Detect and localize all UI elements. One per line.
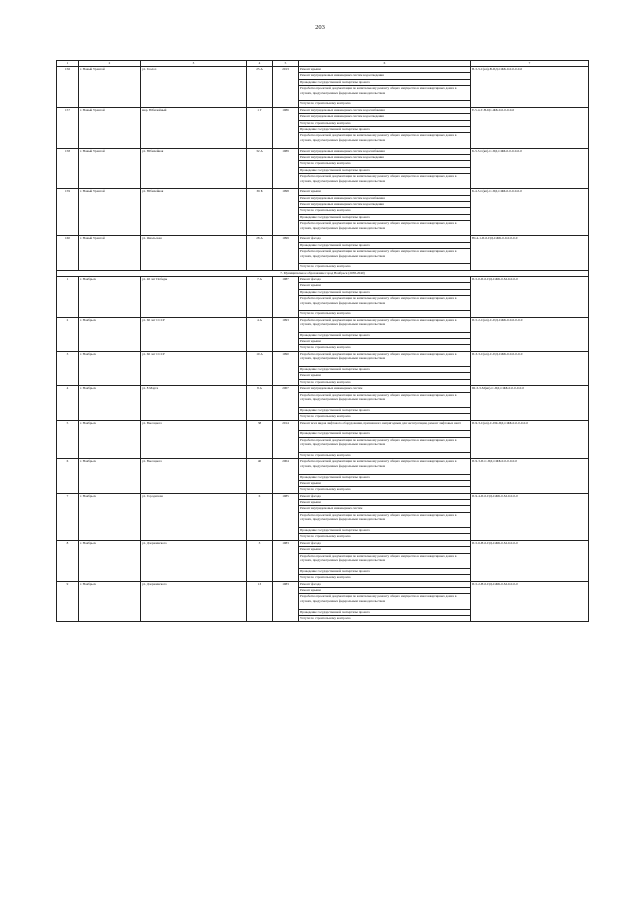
row-number: 6 [57, 459, 79, 493]
city-name: г. Ноябрьск [79, 459, 141, 493]
house-number: 1 Г [247, 107, 273, 148]
table-row [57, 420, 589, 431]
repair-register-table [56, 60, 589, 622]
table-row [57, 351, 589, 366]
build-year: 1983 [273, 540, 299, 581]
work-item: Проведение государственной экспертизы проекта [299, 126, 471, 132]
street-address: ул. Дзержинского [141, 581, 247, 622]
build-year: 1990 [273, 351, 299, 385]
street-address: ул. 40 лет Победы [141, 276, 247, 317]
city-name: г. Ноябрьск [79, 386, 141, 420]
work-item: Проведение государственной экспертизы проекта [299, 568, 471, 574]
work-item: Ремонт крыши [299, 373, 471, 379]
build-year: 2014 [273, 420, 299, 459]
street-address: ул. Юбилейная [141, 189, 247, 236]
work-item: Ремонт внутридомовых инженерных систем водоснабжения [299, 148, 471, 154]
build-year: 1993 [273, 317, 299, 351]
street-address: мкр. Юбилейный [141, 107, 247, 148]
house-code: П-5-0-П-0-ПД-СЖБ-0-М-0-0-0-0 [471, 276, 589, 317]
work-item: Ремонт крыши [299, 189, 471, 195]
table-row [57, 317, 589, 332]
row-number: 9 [57, 581, 79, 622]
city-name: г. Ноябрьск [79, 420, 141, 459]
work-item: Разработка проектной документации по капитальному ремонту общего имущества в многоквартирных домах в случаях, предусмотренных федеральным законодательством [299, 221, 471, 236]
house-code: П-9-4-П-0-ПД-СЖБ-0-М-0-0-0-0 [471, 493, 589, 540]
work-item: Ремонт крыши [299, 283, 471, 289]
work-item: Ремонт внутридомовых инженерных систем [299, 386, 471, 392]
work-item: Проведение государственной экспертизы проекта [299, 79, 471, 85]
work-item: Проведение государственной экспертизы проекта [299, 474, 471, 480]
house-number: 28 А [247, 236, 273, 270]
row-number: 5 [57, 420, 79, 459]
city-name: г. Новый Уренгой [79, 67, 141, 108]
work-item: Проведение государственной экспертизы проекта [299, 167, 471, 173]
row-number: 7 [57, 493, 79, 540]
house-number: 13 [247, 581, 273, 622]
work-item: Услуги по строительному контролю [299, 161, 471, 167]
build-year: 2007 [273, 386, 299, 420]
house-code: Б-3-3-С(кп)-С-ПД-СЖБ-0-0-0-0-0-0 [471, 148, 589, 189]
work-item: Проведение государственной экспертизы проекта [299, 609, 471, 615]
row-number: 4 [57, 386, 79, 420]
house-code: Б-4-5-С(кп)-С-ПД-СЖБ-0-0-0-0-0-0 [471, 189, 589, 236]
work-item: Проведение государственной экспертизы проекта [299, 242, 471, 248]
table-body [57, 67, 589, 622]
col-header-city: 2 [79, 61, 141, 67]
work-item: Проведение государственной экспертизы проекта [299, 367, 471, 373]
house-code: П-5-2-С(кп)-С-ПД-СЖБ-0-0-0-0-0-0 [471, 317, 589, 351]
street-address: ул. 60 лет СССР [141, 317, 247, 351]
section-title: 7. Муниципальное образование город Ноябрьск (2038-2040) [57, 270, 589, 276]
work-item: Ремонт крыши [299, 67, 471, 73]
col-header-house: 4 [247, 61, 273, 67]
street-address: ул. 60 лет СССР [141, 351, 247, 385]
row-number: 3 [57, 351, 79, 385]
build-year: 1985 [273, 493, 299, 540]
work-item: Разработка проектной документации по капитальному ремонту общего имущества в многоквартирных домах в случаях, предусмотренных федеральным законодательством [299, 174, 471, 189]
col-header-year: 5 [273, 61, 299, 67]
street-address: ул. Высоцкого [141, 459, 247, 493]
work-item: Разработка проектной документации по капитальному ремонту общего имущества в многоквартирных домах в случаях, предусмотренных федеральным законодательством [299, 295, 471, 310]
work-item: Разработка проектной документации по капитальному ремонту общего имущества в многоквартирных домах в случаях, предусмотренных федеральным законодательством [299, 351, 471, 366]
work-item: Услуги по строительному контролю [299, 101, 471, 107]
house-code: П-9-3-П-С-ПД-СЖБ-0-0-0-0-0-0 [471, 459, 589, 493]
house-code: П-9-3-С(кп)-С-ПК-ПД-СЖБ-0-0-0-0-0-0 [471, 420, 589, 459]
build-year: 1989 [273, 148, 299, 189]
row-number: 8 [57, 540, 79, 581]
work-item: Услуги по строительному контролю [299, 120, 471, 126]
house-code: П-5-2-Н-0-ПД-СЖБ-0-М-0-0-0-0 [471, 581, 589, 622]
house-code: П-5-6-Н-0-ПД-СЖБ-0-М-0-0-0-0 [471, 540, 589, 581]
city-name: г. Ноябрьск [79, 351, 141, 385]
work-item: Разработка проектной документации по капитальному ремонту общего имущества в многоквартирных домах в случаях, предусмотренных федеральным законодательством [299, 133, 471, 148]
col-header-number: 1 [57, 61, 79, 67]
work-item: Ремонт крыши [299, 339, 471, 345]
house-number: 10 А [247, 351, 273, 385]
work-item: Ремонт крыши [299, 480, 471, 486]
work-item: Ремонт фасада [299, 540, 471, 546]
work-item: Ремонт фасада [299, 581, 471, 587]
house-number: 4 А [247, 317, 273, 351]
row-number: 2 [57, 317, 79, 351]
city-name: г. Новый Уренгой [79, 148, 141, 189]
house-number: 6 [247, 493, 273, 540]
row-number: 158 [57, 148, 79, 189]
build-year: 2013 [273, 67, 299, 108]
house-number: 8 А [247, 386, 273, 420]
house-code: П-3-3-С(кп)-С-ПД-СЖБ-0-0-0-0-0-0 [471, 351, 589, 385]
work-item: Проведение государственной экспертизы проекта [299, 431, 471, 437]
work-item: Проведение государственной экспертизы проекта [299, 332, 471, 338]
work-item: Ремонт внутридомовых инженерных систем водоснабжения [299, 107, 471, 113]
col-header-address: 3 [141, 61, 247, 67]
col-header-works: 6 [299, 61, 471, 67]
house-number: 3 [247, 540, 273, 581]
build-year: 1998 [273, 189, 299, 236]
work-item: Ремонт крыши [299, 587, 471, 593]
row-number: 156 [57, 67, 79, 108]
city-name: г. Новый Уренгой [79, 107, 141, 148]
work-item: Услуги по строительному контролю [299, 208, 471, 214]
work-item: Ремонт внутридомовых инженерных систем водоотведения [299, 114, 471, 120]
work-item: Услуги по строительному контролю [299, 487, 471, 493]
work-item: Разработка проектной документации по капитальному ремонту общего имущества в многоквартирных домах в случаях, предусмотренных федеральным законодательством [299, 249, 471, 264]
work-item: Разработка проектной документации по капитальному ремонту общего имущества в многоквартирных домах в случаях, предусмотренных федеральным законодательством [299, 512, 471, 527]
work-item: Услуги по строительному контролю [299, 575, 471, 581]
work-item: Разработка проектной документации по капитальному ремонту общего имущества в многоквартирных домах в случаях, предусмотренных федеральным законодательством [299, 594, 471, 609]
work-item: Ремонт внутридомовых инженерных систем водоснабжения [299, 195, 471, 201]
work-item: Ремонт внутридомовых инженерных систем водоотведения [299, 73, 471, 79]
work-item: Ремонт внутридомовых инженерных систем [299, 506, 471, 512]
work-item: Ремонт внутридомовых инженерных систем водоотведения [299, 202, 471, 208]
house-number: 36 Б [247, 189, 273, 236]
work-item: Ремонт крыши [299, 547, 471, 553]
table-row [57, 459, 589, 474]
work-item: Услуги по строительному контролю [299, 615, 471, 621]
work-item: Разработка проектной документации по капитальному ремонту общего имущества в многоквартирных домах в случаях, предусмотренных федеральным законодательством [299, 437, 471, 452]
work-item: Ремонт фасада [299, 493, 471, 499]
house-code: Е-5-4-Г-Н-ЦС-ЖБ-0-0-0-0-0-0 [471, 107, 589, 148]
build-year: 2004 [273, 459, 299, 493]
work-item: Разработка проектной документации по капитальному ремонту общего имущества в многоквартирных домах в случаях, предусмотренных федеральным законодательством [299, 317, 471, 332]
street-address: ул. Ямальская [141, 236, 247, 270]
row-number: 160 [57, 236, 79, 270]
work-item: Ремонт внутридомовых инженерных систем водоотведения [299, 154, 471, 160]
street-address: ул. 8 Марта [141, 386, 247, 420]
work-item: Разработка проектной документации по капитальному ремонту общего имущества в многоквартирных домах в случаях, предусмотренных федеральным законодательством [299, 459, 471, 474]
work-item: Проведение государственной экспертизы проекта [299, 407, 471, 413]
house-number: 25 А [247, 67, 273, 108]
work-item: Услуги по строительному контролю [299, 414, 471, 420]
work-item: Проведение государственной экспертизы проекта [299, 289, 471, 295]
work-item: Услуги по строительному контролю [299, 264, 471, 270]
col-header-code: 7 [471, 61, 589, 67]
build-year: 1986 [273, 107, 299, 148]
street-address: ул. Высоцкого [141, 420, 247, 459]
row-number: 157 [57, 107, 79, 148]
city-name: г. Ноябрьск [79, 581, 141, 622]
build-year: 1987 [273, 276, 299, 317]
work-item: Ремонт крыши [299, 500, 471, 506]
work-item: Ремонт фасада [299, 276, 471, 282]
city-name: г. Ноябрьск [79, 540, 141, 581]
work-item: Ремонт фасада [299, 236, 471, 242]
city-name: г. Новый Уренгой [79, 189, 141, 236]
house-number: 7 А [247, 276, 273, 317]
work-item: Ремонт всех видов лифтового оборудования, признанного непригодным для эксплуатации, ремонт лифтовых шахт [299, 420, 471, 431]
row-number: 159 [57, 189, 79, 236]
street-address: ул. Юбилейная [141, 148, 247, 189]
street-address: ул. Городилова [141, 493, 247, 540]
house-number: 40 [247, 459, 273, 493]
work-item: Услуги по строительному контролю [299, 345, 471, 351]
house-number: 32 А [247, 148, 273, 189]
work-item: Разработка проектной документации по капитальному ремонту общего имущества в многоквартирных домах в случаях, предусмотренных федеральным законодательством [299, 392, 471, 407]
build-year: 1999 [273, 236, 299, 270]
house-code: В-3-3-С(кп)-В-ПД-СЖБ-0-0-0-0-0-0 [471, 67, 589, 108]
work-item: Разработка проектной документации по капитальному ремонту общего имущества в многоквартирных домах в случаях, предусмотренных федеральным законодательством [299, 553, 471, 568]
house-number: 38 [247, 420, 273, 459]
work-item: Услуги по строительному контролю [299, 379, 471, 385]
row-number: 1 [57, 276, 79, 317]
work-item: Услуги по строительному контролю [299, 534, 471, 540]
street-address: ул. Геолог. [141, 67, 247, 108]
city-name: г. Ноябрьск [79, 493, 141, 540]
street-address: ул. Дзержинского [141, 540, 247, 581]
page-number: 203 [315, 24, 325, 31]
work-item: Проведение государственной экспертизы проекта [299, 214, 471, 220]
work-item: Услуги по строительному контролю [299, 311, 471, 317]
build-year: 1983 [273, 581, 299, 622]
house-code: Ш-3-3-М(кп)-С-ПД-СЖБ-0-0-0-0-0-0 [471, 386, 589, 420]
house-code: Ю-4-1-П-0-ПД-СЖБ-0-0-0-0-0-0 [471, 236, 589, 270]
work-item: Разработка проектной документации по капитальному ремонту общего имущества в многоквартирных домах в случаях, предусмотренных федеральным законодательством [299, 86, 471, 101]
work-item: Проведение государственной экспертизы проекта [299, 528, 471, 534]
city-name: г. Ноябрьск [79, 276, 141, 317]
city-name: г. Новый Уренгой [79, 236, 141, 270]
city-name: г. Ноябрьск [79, 317, 141, 351]
work-item: Услуги по строительному контролю [299, 452, 471, 458]
